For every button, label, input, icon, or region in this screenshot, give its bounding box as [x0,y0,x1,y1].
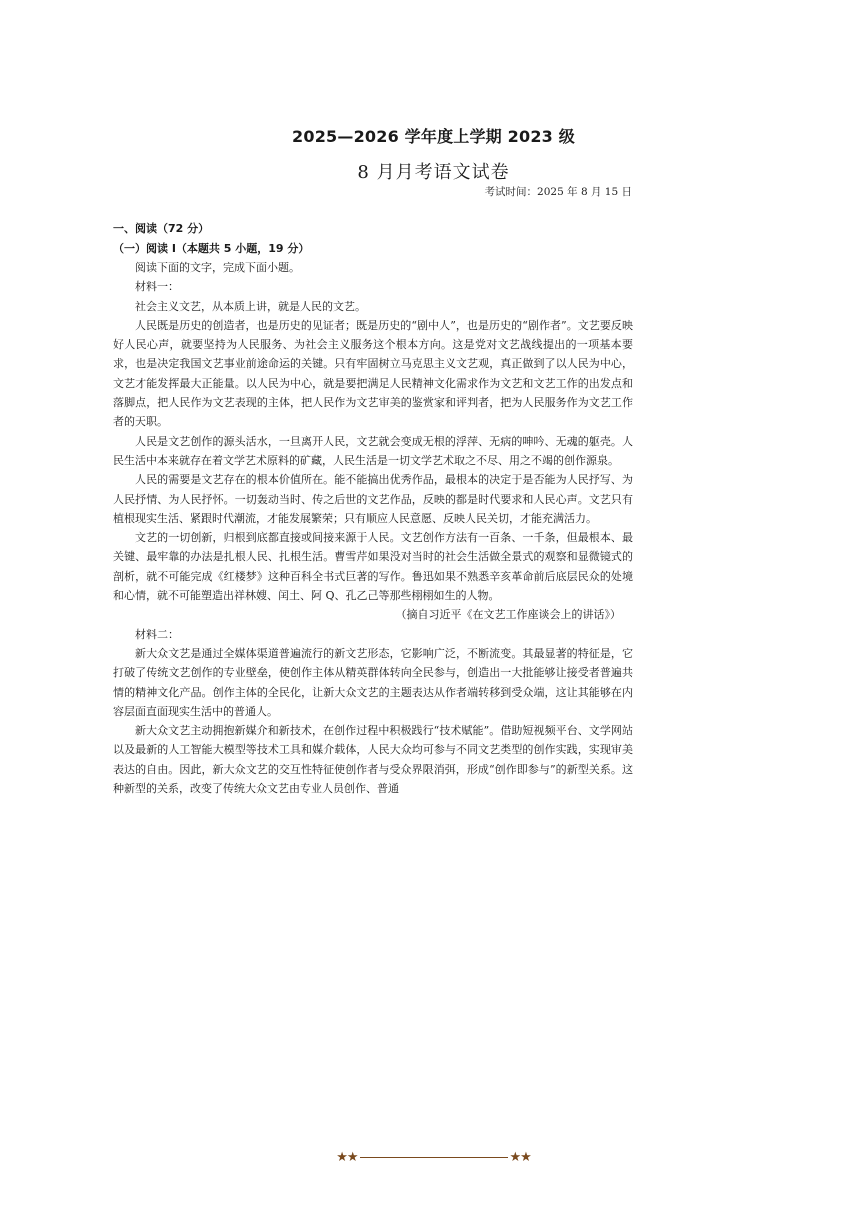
exam-title-line1: 2025—2026 学年度上学期 2023 级 [292,127,575,146]
star-icon: ★★ [336,1150,358,1165]
passage-paragraph: 文艺的一切创新，归根到底都直接或间接来源于人民。文艺创作方法有一百条、一千条，但最根本、最关键、最牢靠的办法是扎根人民、扎根生活。曹雪芹如果没对当时的社会生活做全景式的观察和显微镜式的剖析，就不可能完成《红楼梦》这种百科全书式巨著的写作。鲁迅如果不熟悉辛亥革命前后底层民众的处境和心情，就不可能塑造出祥林嫂、闰土、阿 Q、孔乙己等那些栩栩如生的人物。 [113,531,633,603]
subsection-heading-reading-1: （一）阅读 I（本题共 5 小题，19 分） [113,242,310,255]
passage-paragraph: 新大众文艺主动拥抱新媒介和新技术，在创作过程中积极践行“技术赋能”。借助短视频平台、文学网站以及最新的人工智能大模型等技术工具和媒介载体，人民大众均可参与不同文艺类型的创作实践，实现审美表达的自由。因此，新大众文艺的交互性特征使创作者与受众界限消弭，形成“创作即参与”的新型关系。这种新型的关系，改变了传统大众文艺由专业人员创作、普通 [113,724,633,796]
passage-paragraph: 社会主义文艺，从本质上讲，就是人民的文艺。 [135,299,366,313]
passage-paragraph: 人民的需要是文艺存在的根本价值所在。能不能搞出优秀作品，最根本的决定于是否能为人民抒写、为人民抒情、为人民抒怀。一切轰动当时、传之后世的文艺作品，反映的都是时代要求和人民心声。文艺只有植根现实生活、紧跟时代潮流，才能发展繁荣；只有顺应人民意愿、反映人民关切，才能充满活力。 [113,473,633,525]
section-heading-reading: 一、阅读（72 分） [113,222,210,235]
material-label-1: 材料一： [135,280,179,294]
exam-title-line2: 8 月月考语文试卷 [357,162,510,183]
reading-passage [113,258,633,798]
exam-time: 考试时间：2025 年 8 月 15 日 [484,186,632,198]
instruction-text: 阅读下面的文字，完成下面小题。 [135,261,300,274]
passage-paragraph: 新大众文艺是通过全媒体渠道普遍流行的新文艺形态，它影响广泛，不断流变。其最显著的特征是，它打破了传统文艺创作的专业壁垒，使创作主体从精英群体转向全民参与，创造出一大批能够让接受者普遍共情的精神文化产品。创作主体的全民化，让新大众文艺的主题表达从作者端转移到受众端，这让其能够在内容层面直面现实生活中的普通人。 [113,646,633,718]
footer-divider [360,1157,508,1159]
page-footer-ornament [0,1150,867,1165]
source-citation: （摘自习近平《在文艺工作座谈会上的讲话》） [395,608,621,622]
passage-paragraph: 人民是文艺创作的源头活水，一旦离开人民，文艺就会变成无根的浮萍、无病的呻吟、无魂的躯壳。人民生活中本来就存在着文学艺术原料的矿藏，人民生活是一切文学艺术取之不尽、用之不竭的创作源泉。 [113,434,633,467]
star-icon: ★★ [509,1150,531,1165]
material-label-2: 材料二： [135,627,179,641]
passage-paragraph: 人民既是历史的创造者，也是历史的见证者；既是历史的“剧中人”，也是历史的“剧作者”。文艺要反映好人民心声，就要坚持为人民服务、为社会主义服务这个根本方向。这是党对文艺战线提出的一项基本要求，也是决定我国文艺事业前途命运的关键。只有牢固树立马克思主义文艺观，真正做到了以人民为中心，文艺才能发挥最大正能量。以人民为中心，就是要把满足人民精神文化需求作为文艺和文艺工作的出发点和落脚点，把人民作为文艺表现的主体，把人民作为文艺审美的鉴赏家和评判者，把为人民服务作为文艺工作者的天职。 [113,318,633,429]
